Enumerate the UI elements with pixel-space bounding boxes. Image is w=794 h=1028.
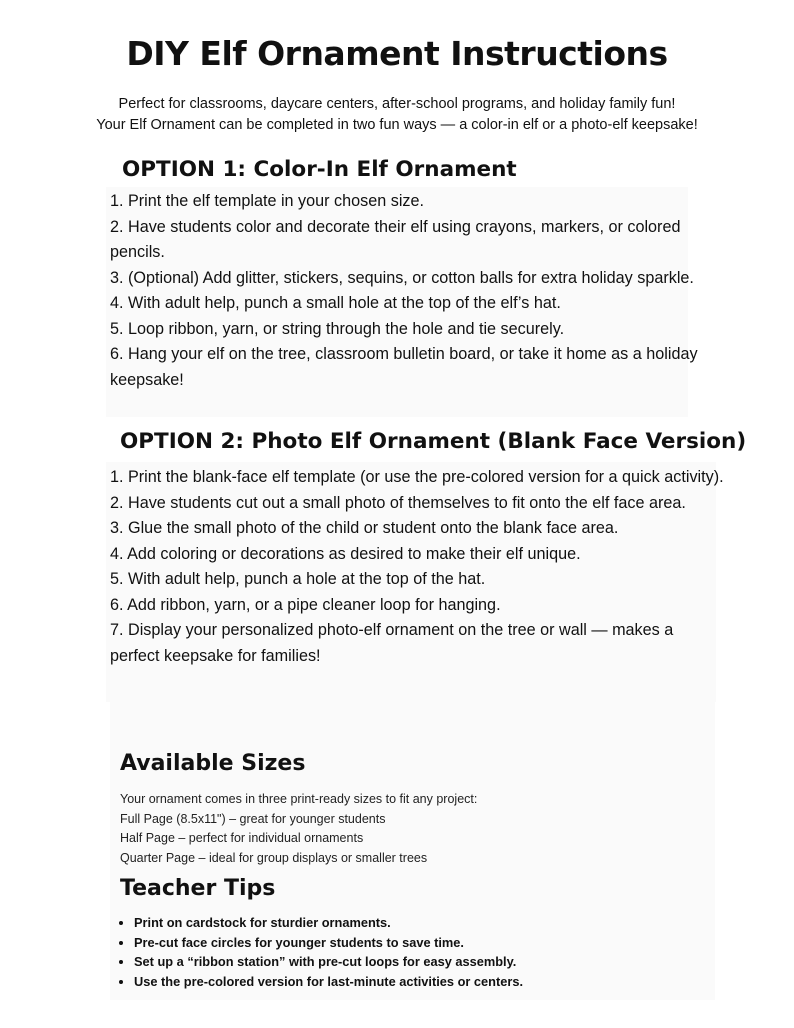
step-item: 5. Loop ribbon, yarn, or string through the hole and tie securely. [110, 319, 565, 338]
option1-heading: OPTION 1: Color-In Elf Ornament [122, 157, 517, 182]
step-item: 3. Glue the small photo of the child or student onto the blank face area. [110, 519, 619, 537]
option1-panel [106, 187, 698, 417]
size-item: Half Page – perfect for individual ornaments [120, 831, 364, 846]
option2-panel [106, 462, 724, 702]
tips-heading: Teacher Tips [120, 876, 276, 901]
intro-line: Your Elf Ornament can be completed in two fun ways — a color-in elf or a photo-elf keepsake! [96, 117, 698, 133]
size-item: Quarter Page – ideal for group displays or smaller trees [120, 850, 428, 865]
step-item: 1. Print the elf template in your chosen size. [110, 192, 425, 210]
page-title: DIY Elf Ornament Instructions [126, 34, 668, 73]
step-item: 4. With adult help, punch a small hole at the top of the elf’s hat. [110, 294, 561, 312]
step-item: 6. Hang your elf on the tree, classroom bulletin board, or take it home as a holiday keepsake! [110, 345, 698, 389]
tip-item: • Print on cardstock for sturdier ornaments. [134, 913, 523, 933]
tip-item: • Pre-cut face circles for younger students to save time. [134, 933, 523, 953]
intro-text [0, 94, 794, 136]
option2-steps [110, 465, 725, 669]
intro-line: Perfect for classrooms, daycare centers, after-school programs, and holiday family fun! [118, 96, 676, 112]
step-item: 7. Display your personalized photo-elf ornament on the tree or wall — makes a perfect keepsake for families! [110, 621, 674, 665]
step-item: 4. Add coloring or decorations as desired to make their elf unique. [110, 544, 581, 563]
tip-item: • Use the pre-colored version for last-minute activities or centers. [134, 972, 523, 992]
step-item: 2. Have students cut out a small photo of themselves to fit onto the elf face area. [110, 493, 686, 512]
tips-list [112, 913, 523, 991]
sizes-heading: Available Sizes [120, 751, 306, 776]
option2-heading: OPTION 2: Photo Elf Ornament (Blank Face Version) [120, 429, 747, 454]
tip-item: • Set up a “ribbon station” with pre-cut loops for easy assembly. [134, 952, 523, 972]
step-item: 6. Add ribbon, yarn, or a pipe cleaner loop for hanging. [110, 595, 501, 614]
step-item: 1. Print the blank-face elf template (or use the pre-colored version for a quick activity). [110, 468, 724, 486]
step-item: 2. Have students color and decorate their elf using crayons, markers, or colored pencils. [110, 217, 681, 261]
step-item: 3. (Optional) Add glitter, stickers, sequins, or cotton balls for extra holiday sparkle. [110, 268, 694, 287]
sizes-list [120, 790, 477, 868]
size-item: Full Page (8.5x11") – great for younger students [120, 811, 386, 826]
sizes-intro: Your ornament comes in three print-ready sizes to fit any project: [120, 792, 478, 806]
option1-steps [110, 189, 710, 393]
step-item: 5. With adult help, punch a hole at the top of the hat. [110, 570, 486, 588]
